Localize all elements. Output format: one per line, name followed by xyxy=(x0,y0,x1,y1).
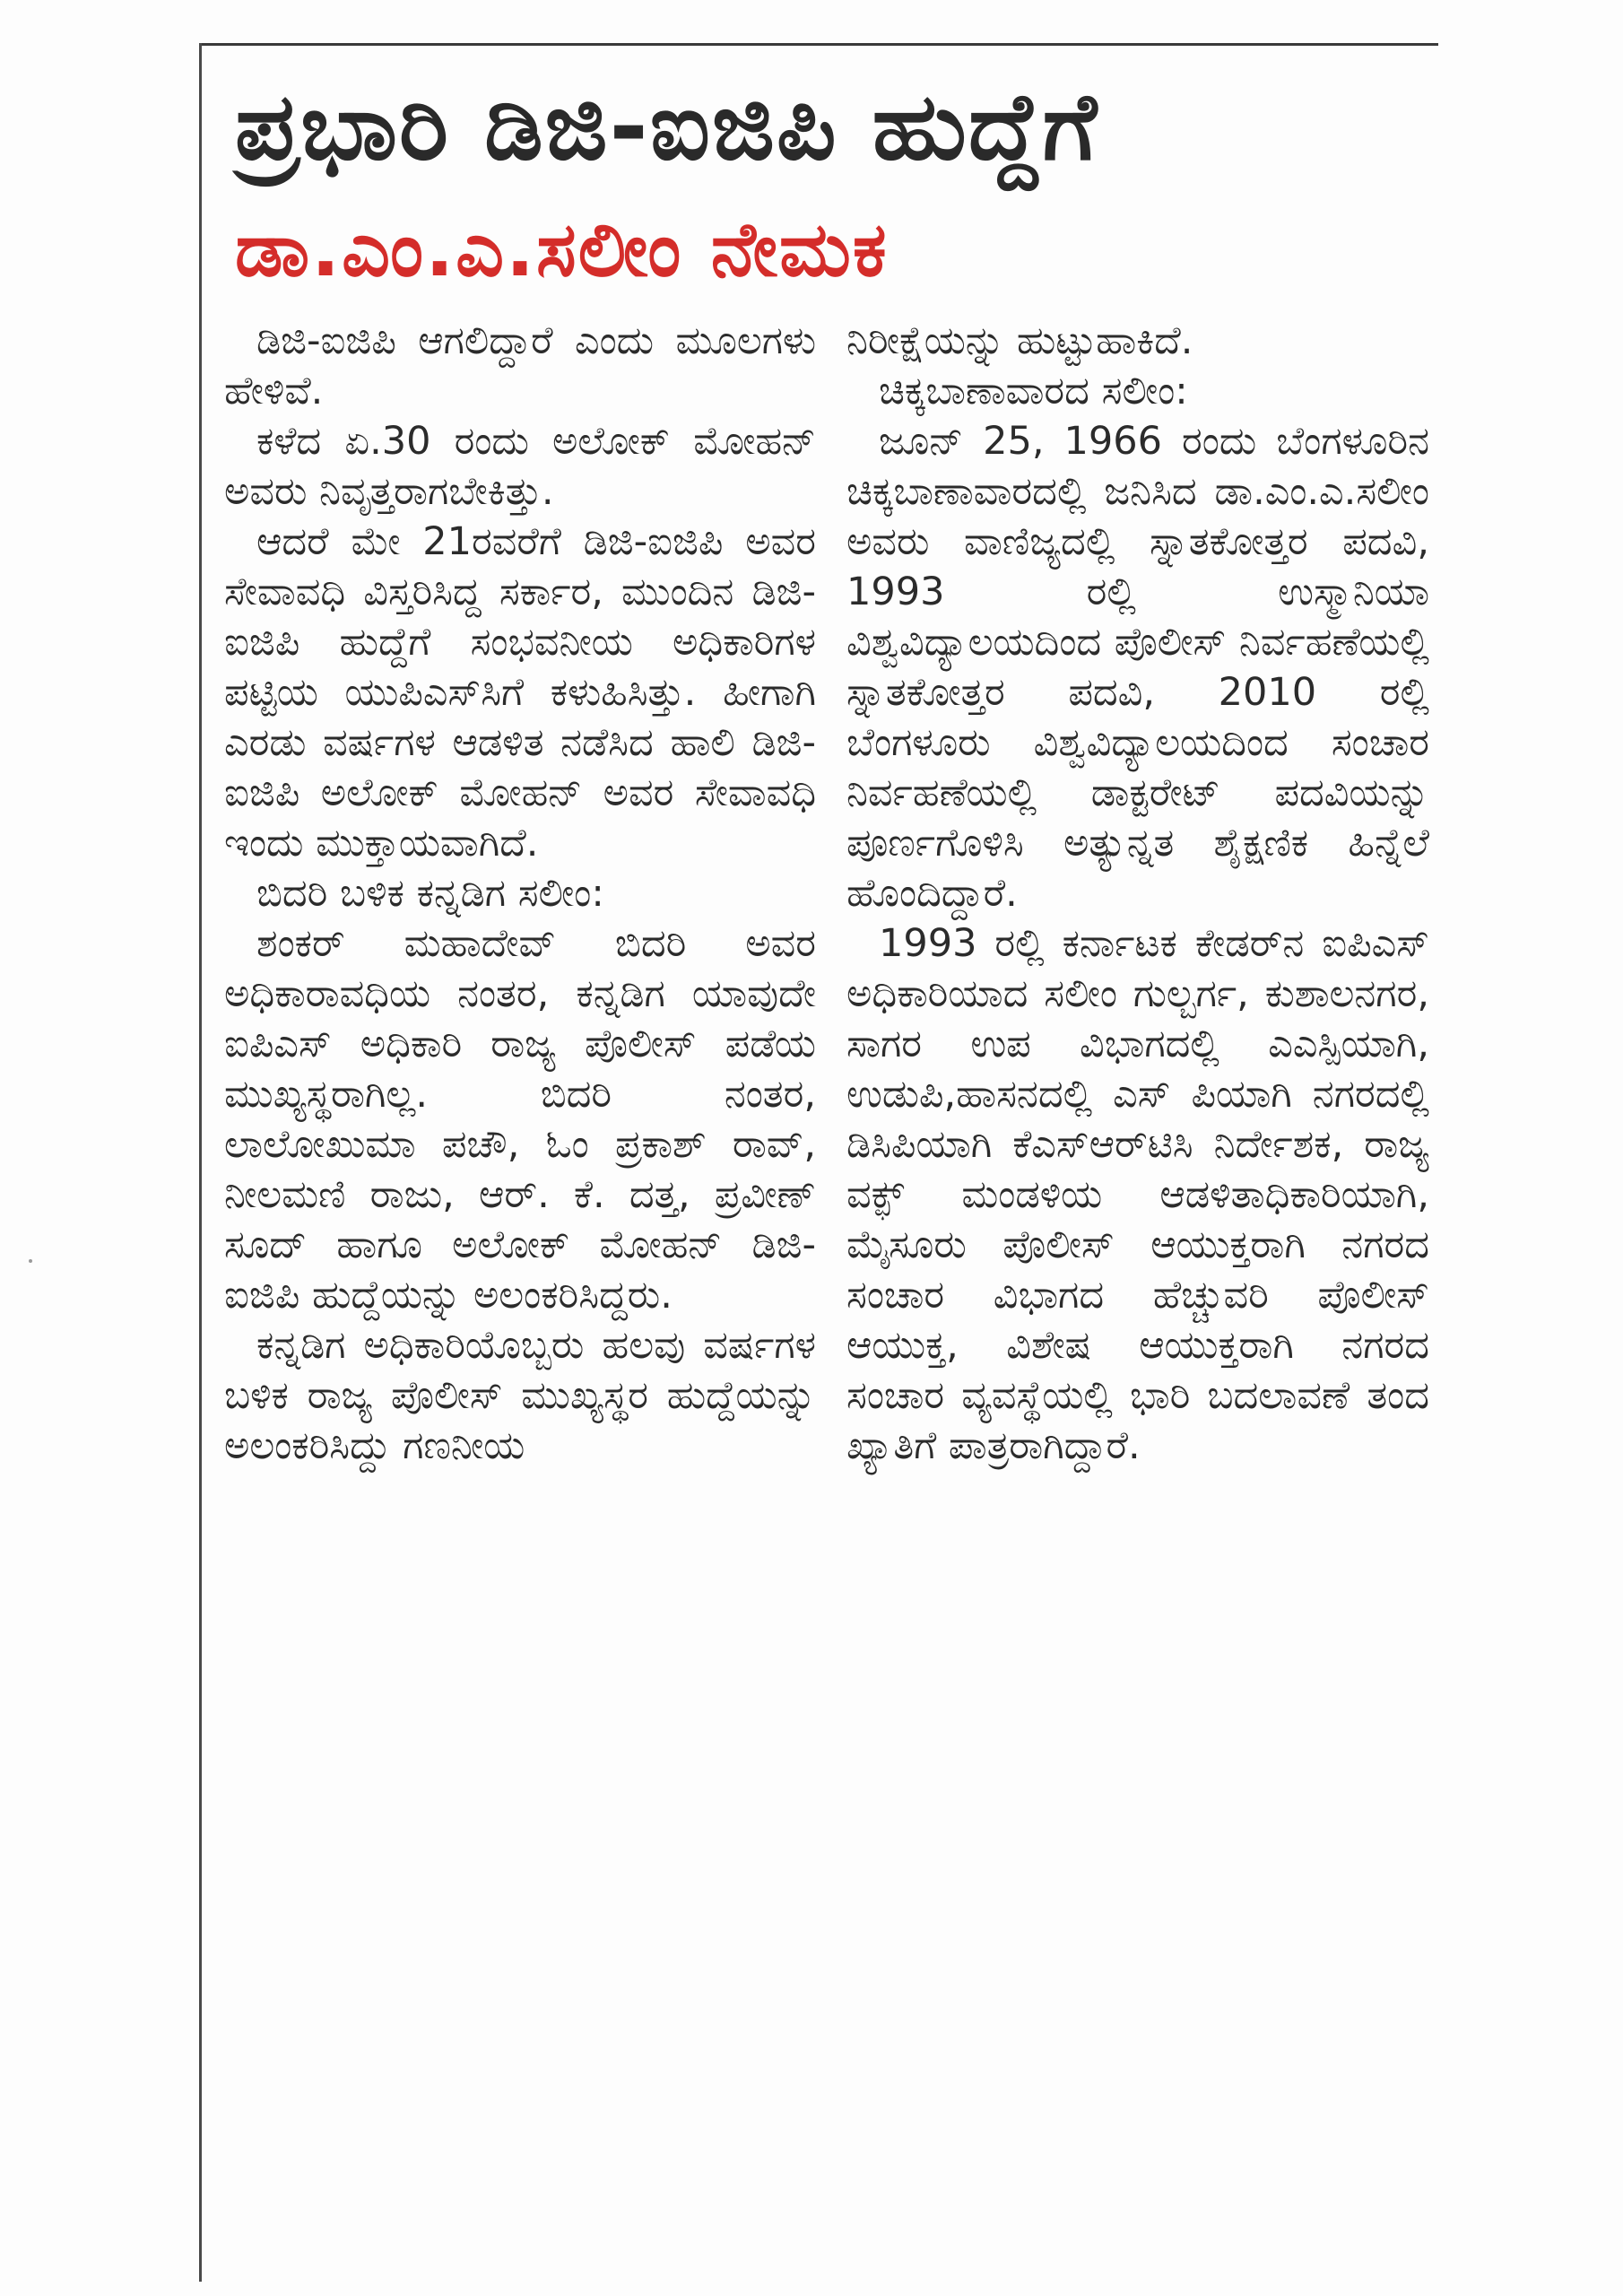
left-paragraph-2: ಕಳೆದ ಏ.30 ರಂದು ಅಲೋಕ್ ಮೋಹನ್ ಅವರು ನಿವೃತ್ತರಾಗಬೇಕಿತ್ತು. xyxy=(224,419,816,514)
article-column-right xyxy=(846,316,1429,2280)
left-subheading: ಬಿದರಿ ಬಳಿಕ ಕನ್ನಡಿಗ ಸಲೀಂ: xyxy=(256,871,604,916)
right-paragraph-2: ಜೂನ್ 25, 1966 ರಂದು ಬೆಂಗಳೂರಿನ ಚಿಕ್ಕಬಾಣಾವಾರದಲ್ಲಿ ಜನಿಸಿದ ಡಾ.ಎಂ.ಎ.ಸಲೀಂ ಅವರು ವಾಣಿಜ್ಯದಲ್ಲಿ ಸ್ನಾತಕೋತ್ತರ ಪದವಿ, 1993 ರಲ್ಲಿ ಉಸ್ಮಾನಿಯಾ ವಿಶ್ವವಿದ್ಯಾಲಯದಿಂದ ಪೊಲೀಸ್ ನಿರ್ವಹಣೆಯಲ್ಲಿ ಸ್ನಾತಕೋತ್ತರ ಪದವಿ, 2010 ರಲ್ಲಿ ಬೆಂಗಳೂರು ವಿಶ್ವವಿದ್ಯಾಲಯದಿಂದ ಸಂಚಾರ ನಿರ್ವಹಣೆಯಲ್ಲಿ ಡಾಕ್ಟರೇಟ್ ಪದವಿಯನ್ನು ಪೂರ್ಣಗೊಳಿಸಿ ಅತ್ಯುನ್ನತ ಶೈಕ್ಷಣಿಕ ಹಿನ್ನೆಲೆ ಹೊಂದಿದ್ದಾರೆ. xyxy=(846,419,1429,916)
left-paragraph-3: ಆದರೆ ಮೇ 21ರವರೆಗೆ ಡಿಜಿ-ಐಜಿಪಿ ಅವರ ಸೇವಾವಧಿ ವಿಸ್ತರಿಸಿದ್ದ ಸರ್ಕಾರ, ಮುಂದಿನ ಡಿಜಿ-ಐಜಿಪಿ ಹುದ್ದೆಗೆ ಸಂಭವನೀಯ ಅಧಿಕಾರಿಗಳ ಪಟ್ಟಿಯ ಯುಪಿಎಸ್‌ಸಿಗೆ ಕಳುಹಿಸಿತ್ತು. ಹೀಗಾಗಿ ಎರಡು ವರ್ಷಗಳ ಆಡಳಿತ ನಡೆಸಿದ ಹಾಲಿ ಡಿಜಿ-ಐಜಿಪಿ ಅಲೋಕ್ ಮೋಹನ್ ಅವರ ಸೇವಾವಧಿ ಇಂದು ಮುಕ್ತಾಯವಾಗಿದೆ. xyxy=(224,519,816,865)
right-subheading: ಚಿಕ್ಕಬಾಣಾವಾರದ ಸಲೀಂ: xyxy=(879,369,1188,413)
headline-line-2: ಡಾ.ಎಂ.ಎ.ಸಲೀಂ ನೇಮಕ xyxy=(235,205,889,293)
right-paragraph-3: 1993 ರಲ್ಲಿ ಕರ್ನಾಟಕ ಕೇಡರ್‌ನ ಐಪಿಎಸ್ ಅಧಿಕಾರಿಯಾದ ಸಲೀಂ ಗುಲ್ಬರ್ಗ, ಕುಶಾಲನಗರ, ಸಾಗರ ಉಪ ವಿಭಾಗದಲ್ಲಿ ಎಎಸ್ಪಿಯಾಗಿ, ಉಡುಪಿ,ಹಾಸನದಲ್ಲಿ ಎಸ್ ಪಿಯಾಗಿ ನಗರದಲ್ಲಿ ಡಿಸಿಪಿಯಾಗಿ ಕೆಎಸ್ಆರ್‌ಟಿಸಿ ನಿರ್ದೇಶಕ, ರಾಜ್ಯ ವಕ್ಫ್ ಮಂಡಳಿಯ ಆಡಳಿತಾಧಿಕಾರಿಯಾಗಿ, ಮೈಸೂರು ಪೊಲೀಸ್ ಆಯುಕ್ತರಾಗಿ ನಗರದ ಸಂಚಾರ ವಿಭಾಗದ ಹೆಚ್ಚುವರಿ ಪೊಲೀಸ್ ಆಯುಕ್ತ, ವಿಶೇಷ ಆಯುಕ್ತರಾಗಿ ನಗರದ ಸಂಚಾರ ವ್ಯವಸ್ಥೆಯಲ್ಲಿ ಭಾರಿ ಬದಲಾವಣೆ ತಂದ ಖ್ಯಾತಿಗೆ ಪಾತ್ರರಾಗಿದ್ದಾರೆ. xyxy=(846,921,1429,1468)
left-paragraph-4: ಶಂಕರ್ ಮಹಾದೇವ್ ಬಿದರಿ ಅವರ ಅಧಿಕಾರಾವಧಿಯ ನಂತರ, ಕನ್ನಡಿಗ ಯಾವುದೇ ಐಪಿಎಸ್ ಅಧಿಕಾರಿ ರಾಜ್ಯ ಪೊಲೀಸ್ ಪಡೆಯ ಮುಖ್ಯಸ್ಥರಾಗಿಲ್ಲ. ಬಿದರಿ ನಂತರ, ಲಾಲೋಖುಮಾ ಪಚೌ, ಓಂ ಪ್ರಕಾಶ್ ರಾವ್, ನೀಲಮಣಿ ರಾಜು, ಆರ್. ಕೆ. ದತ್ತ, ಪ್ರವೀಣ್ ಸೂದ್ ಹಾಗೂ ಅಲೋಕ್ ಮೋಹನ್ ಡಿಜಿ-ಐಜಿಪಿ ಹುದ್ದೆಯನ್ನು ಅಲಂಕರಿಸಿದ್ದರು. xyxy=(224,921,816,1318)
scan-speck xyxy=(29,1259,32,1263)
left-border-rule xyxy=(199,43,202,2282)
left-paragraph-1: ಡಿಜಿ-ಐಜಿಪಿ ಆಗಲಿದ್ದಾರೆ ಎಂದು ಮೂಲಗಳು ಹೇಳಿವೆ. xyxy=(224,318,816,413)
headline-line-1: ಪ್ರಭಾರಿ ಡಿಜಿ-ಐಜಿಪಿ ಹುದ್ದೆಗೆ xyxy=(235,72,1099,181)
top-border-rule xyxy=(201,43,1438,46)
article-column-left xyxy=(224,316,816,2280)
left-paragraph-5: ಕನ್ನಡಿಗ ಅಧಿಕಾರಿಯೊಬ್ಬರು ಹಲವು ವರ್ಷಗಳ ಬಳಿಕ ರಾಜ್ಯ ಪೊಲೀಸ್ ಮುಖ್ಯಸ್ಥರ ಹುದ್ದೆಯನ್ನು ಅಲಂಕರಿಸಿದ್ದು ಗಣನೀಯ xyxy=(224,1323,816,1468)
right-paragraph-1: ನಿರೀಕ್ಷೆಯನ್ನು ಹುಟ್ಟುಹಾಕಿದೆ. xyxy=(846,318,1193,363)
